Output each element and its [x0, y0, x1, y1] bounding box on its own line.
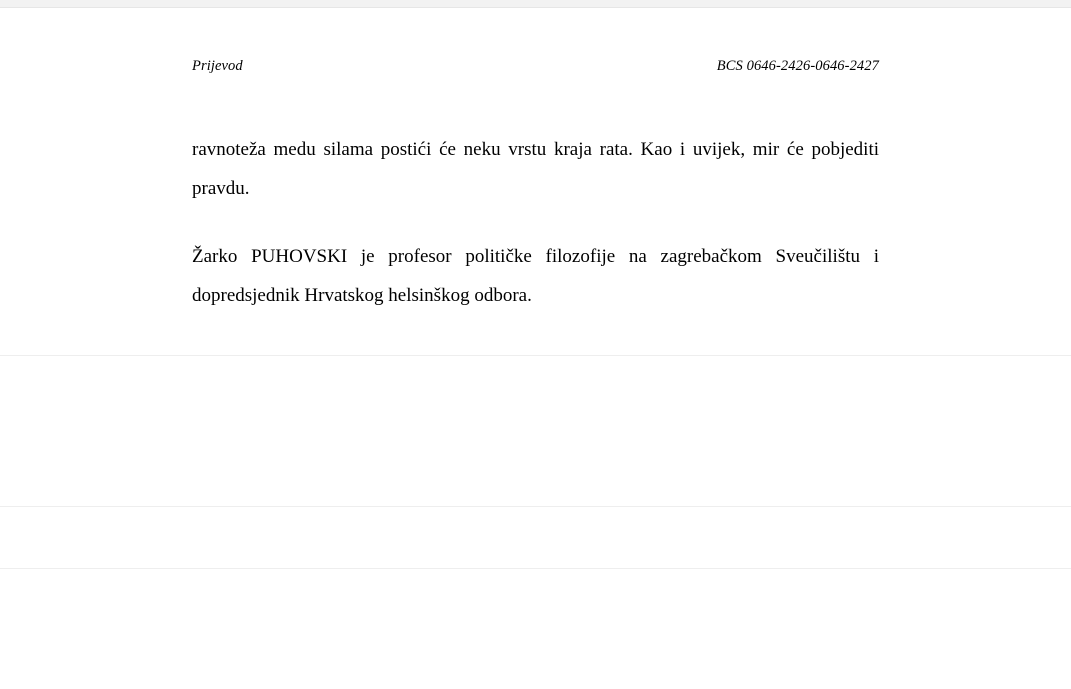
body-paragraph-1: ravnoteža medu silama postići će neku vrstu kraja rata. Kao i uvijek, mir će pobjediti pravdu. — [192, 139, 879, 199]
page-top-band — [0, 0, 1071, 7]
header-reference-number: BCS 0646-2426-0646-2427 — [716, 58, 879, 74]
body-paragraph-2: Žarko PUHOVSKI je profesor političke filozofije na zagrebačkom Sveučilištu i dopredsjednik Hrvatskog helsinškog odbora. — [192, 246, 879, 306]
page-header — [192, 58, 879, 75]
header-document-type: Prijevod — [192, 58, 243, 74]
page-divider-lower — [0, 506, 1071, 507]
page-divider-middle — [0, 355, 1071, 356]
page-divider-top — [0, 7, 1071, 8]
page-divider-bottom — [0, 568, 1071, 569]
